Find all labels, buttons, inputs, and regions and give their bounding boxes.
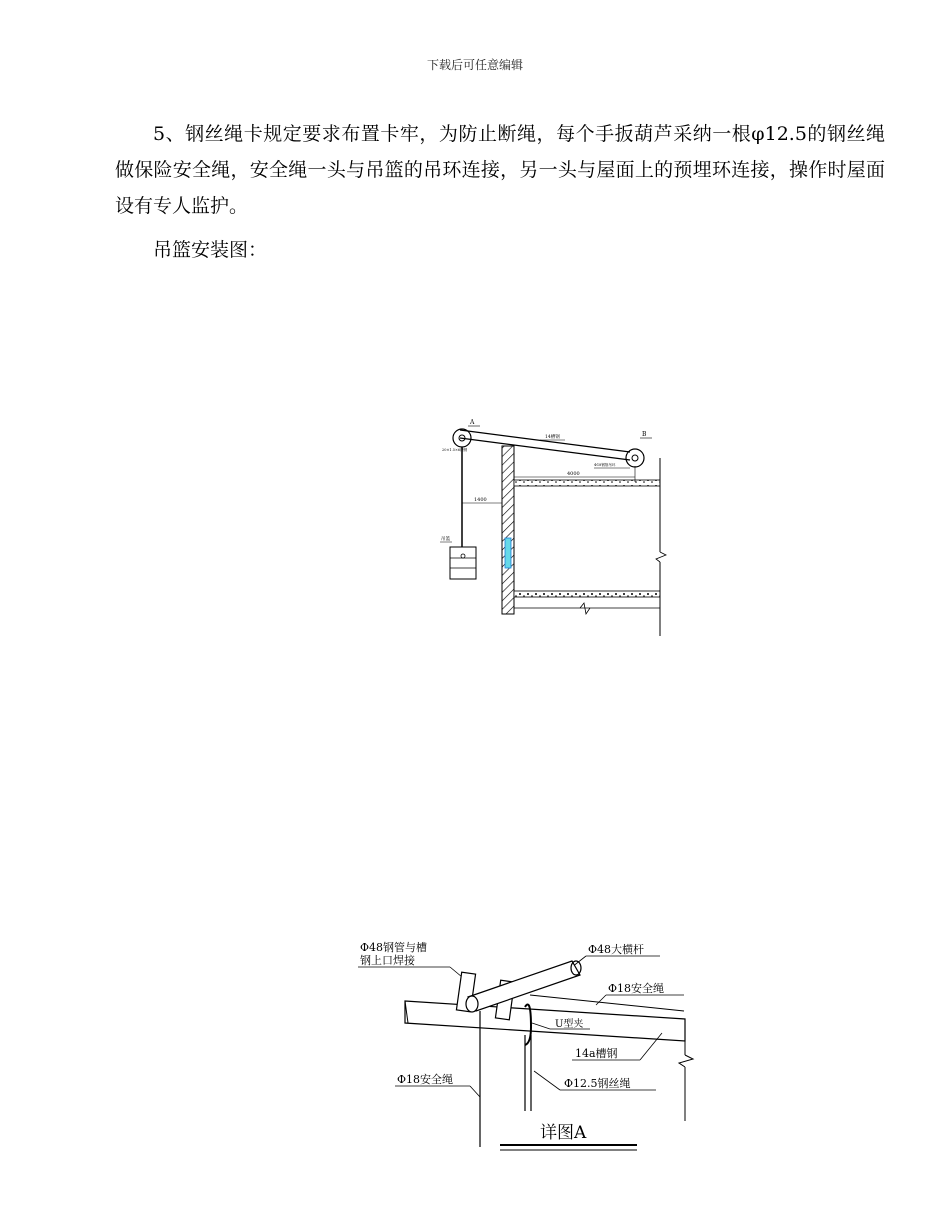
detail-a-figure xyxy=(350,935,710,1155)
slab-top xyxy=(514,480,660,486)
beam-label: 14槽钢 xyxy=(545,435,560,440)
basket-label: 吊篮 xyxy=(441,537,450,542)
label-a: A xyxy=(470,419,475,426)
small-label-left: 20×1.5×6槽钢 xyxy=(442,448,468,452)
label-b: B xyxy=(642,431,647,438)
label-pipe-weld-2: 钢上口焊接 xyxy=(360,954,415,967)
label-wire-rope: Φ12.5钢丝绳 xyxy=(564,1077,631,1090)
dim-top: 4000 xyxy=(567,471,580,477)
small-label-right: Φ18钢筋吊环 xyxy=(594,463,616,467)
window xyxy=(505,538,511,568)
label-safety-rope-right: Φ18安全绳 xyxy=(608,982,665,995)
detail-title: 详图A xyxy=(540,1123,587,1143)
paragraph-figure-caption: 吊篮安装图： xyxy=(153,239,268,261)
label-safety-rope-left: Φ18安全绳 xyxy=(397,1073,454,1086)
basket xyxy=(450,547,476,579)
label-channel: 14a槽钢 xyxy=(575,1047,618,1060)
paragraph-wire-rope: 5、钢丝绳卡规定要求布置卡牢，为防止断绳，每个手扳葫芦采纳一根φ12.5的钢丝绳做保险安全绳，安全绳一头与吊篮的吊环连接，另一头与屋面上的预埋环连接，操作时屋面设有专人监护。 xyxy=(115,123,885,217)
label-pipe-weld-1: Φ48钢管与槽 xyxy=(360,941,428,954)
dim-mid: 1400 xyxy=(474,497,487,503)
slab-bottom xyxy=(514,591,660,597)
label-crossbar: Φ48大横杆 xyxy=(588,943,645,956)
basket-installation-figure xyxy=(430,418,680,640)
label-u-clamp: U型夹 xyxy=(555,1019,584,1030)
wall xyxy=(502,446,514,614)
page-header: 下载后可任意编辑 xyxy=(426,58,523,72)
pulley-b xyxy=(626,449,644,467)
